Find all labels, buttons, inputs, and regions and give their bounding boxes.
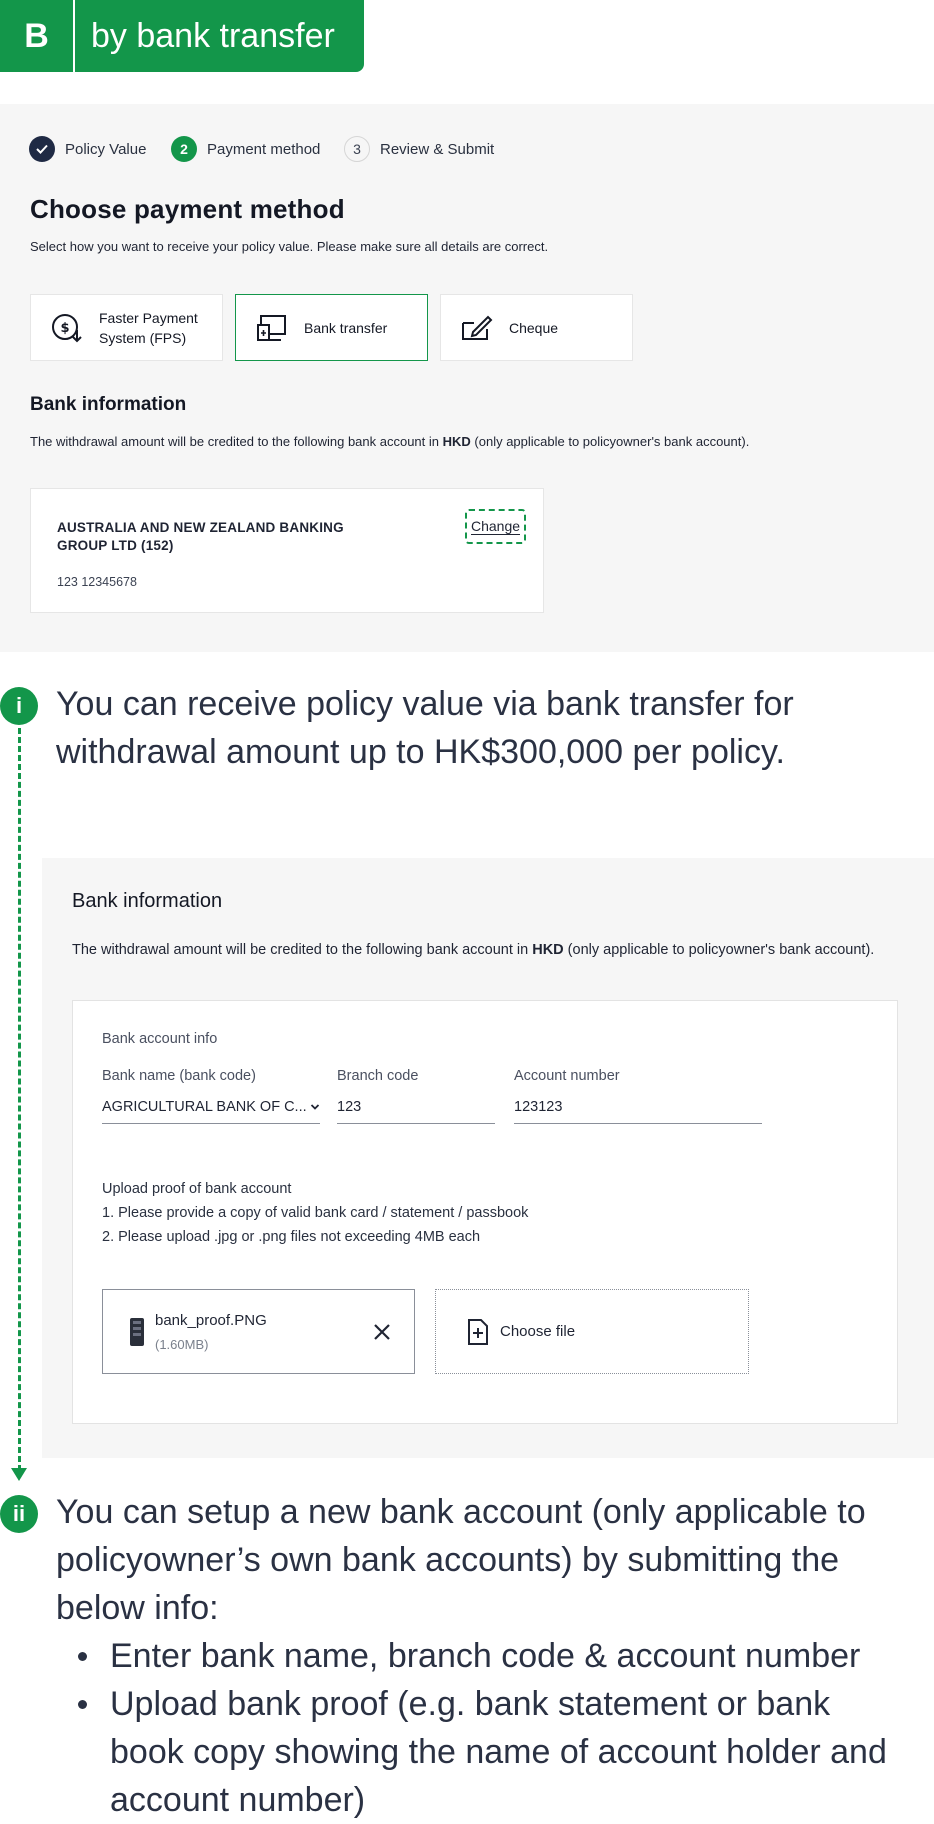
choose-file-button[interactable] — [435, 1289, 749, 1374]
bank-name-value: AGRICULTURAL BANK OF C... — [102, 1099, 307, 1115]
upload-instruction: 2. Please upload .jpg or .png files not exceeding 4MB each — [102, 1229, 481, 1245]
list-item: Enter bank name, branch code & account number — [56, 1632, 926, 1680]
bank-info-heading: Bank information — [72, 890, 223, 912]
step-review-submit — [344, 136, 494, 162]
bank-name-label: Bank name (bank code) — [102, 1068, 256, 1084]
step-label: Review & Submit — [380, 140, 495, 158]
branch-code-value: 123 — [337, 1099, 362, 1115]
info-badge: ii — [0, 1495, 38, 1533]
section-letter: B — [24, 16, 49, 55]
file-name: bank_proof.PNG — [155, 1311, 267, 1329]
account-number-value: 123123 — [514, 1099, 563, 1115]
step-number: 3 — [344, 136, 370, 162]
connector-line — [18, 728, 21, 1471]
upload-instruction: 1. Please provide a copy of valid bank card / statement / passbook — [102, 1205, 529, 1221]
option-bank-transfer[interactable] — [235, 294, 428, 361]
page-subtitle: Select how you want to receive your policy value. Please make sure all details are correct. — [30, 239, 549, 254]
change-button[interactable]: Change — [465, 509, 526, 544]
arrow-down-icon — [11, 1468, 27, 1481]
note-1: You can receive policy value via bank transfer for withdrawal amount up to HK$300,000 per policy. — [56, 685, 794, 771]
branch-code-label: Branch code — [337, 1068, 419, 1084]
chevron-down-icon — [310, 1099, 320, 1115]
payment-method-panel — [0, 104, 934, 652]
step-number: 2 — [171, 136, 197, 162]
cheque-icon — [457, 311, 497, 345]
bank-info-description: The withdrawal amount will be credited to the following bank account in HKD (only applicable to policyowner's bank account). — [30, 434, 750, 449]
step-label: Policy Value — [65, 140, 147, 158]
step-payment-method — [171, 136, 320, 162]
svg-text:$: $ — [60, 320, 70, 336]
step-label: Payment method — [207, 140, 321, 158]
bank-account-number: 123 12345678 — [57, 575, 137, 589]
option-cheque[interactable] — [440, 294, 633, 361]
bank-info-heading: Bank information — [30, 394, 187, 415]
section-title: by bank transfer — [91, 16, 335, 55]
remove-file-icon[interactable] — [370, 1320, 394, 1344]
option-label: Cheque — [509, 319, 559, 336]
account-number-input[interactable] — [514, 1099, 762, 1124]
bank-name: AUSTRALIA AND NEW ZEALAND BANKING GROUP LTD (152) — [57, 520, 344, 553]
bank-account-form — [72, 1000, 898, 1424]
new-bank-account-panel — [42, 858, 934, 1458]
section-tag — [0, 0, 364, 72]
page-title: Choose payment method — [30, 194, 345, 224]
uploaded-file — [102, 1289, 415, 1374]
bank-account-card — [30, 488, 544, 613]
option-label-line: System (FPS) — [99, 329, 187, 346]
file-size: (1.60MB) — [155, 1336, 209, 1352]
info-badge: i — [0, 687, 38, 725]
option-fps[interactable] — [30, 294, 223, 361]
bank-transfer-icon — [252, 311, 292, 345]
file-icon — [129, 1317, 145, 1347]
fps-icon — [47, 311, 87, 345]
choose-file-label: Choose file — [500, 1323, 576, 1340]
bank-name-select[interactable] — [102, 1099, 320, 1124]
step-policy-value — [29, 136, 146, 162]
note-2: You can setup a new bank account (only applicable to policyowner’s own bank accounts) by submitting the below info: Enter bank name, branch code & account number Upload bank proof (e.g. bank statement or bank book copy showing the name of account holder and account number) — [56, 1488, 926, 1824]
list-item: Upload bank proof (e.g. bank statement or bank book copy showing the name of account holder and account number) — [56, 1680, 926, 1824]
section-label: Bank account info — [102, 1031, 218, 1047]
branch-code-input[interactable] — [337, 1099, 495, 1124]
option-label-line: Faster Payment — [99, 309, 198, 326]
upload-instructions — [102, 1177, 528, 1249]
account-number-label: Account number — [514, 1068, 620, 1084]
check-icon — [29, 136, 55, 162]
add-file-icon — [466, 1319, 490, 1345]
option-label: Bank transfer — [304, 319, 388, 336]
upload-title: Upload proof of bank account — [102, 1181, 292, 1197]
bank-info-description: The withdrawal amount will be credited to the following bank account in HKD (only applicable to policyowner's bank account). — [72, 942, 875, 958]
requirements-list — [56, 1632, 926, 1824]
